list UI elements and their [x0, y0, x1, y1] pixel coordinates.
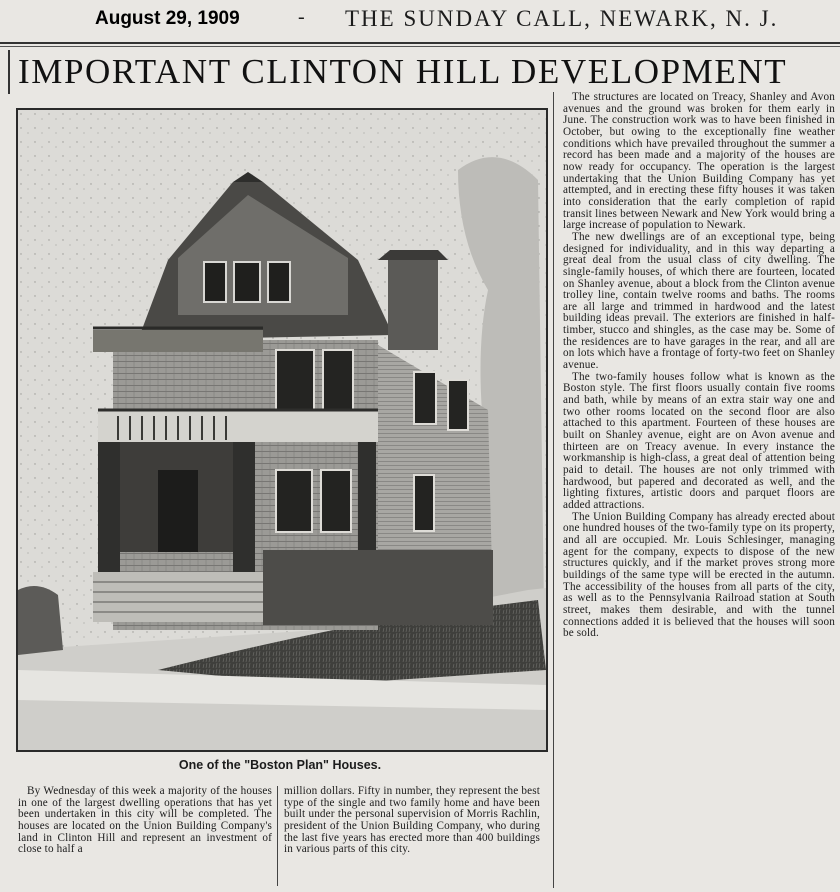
- article-continued-paragraph: million dollars. Fifty in number, they represent the best type of the single and two family home and have been built under the personal supervision of Morris Rachlin, president of the Union Building Company, who during the last five years has erected more than 400 buildings in various parts of this city.: [284, 785, 540, 856]
- article-lead-column: [18, 786, 272, 856]
- article-paragraph: The new dwellings are of an exceptional type, being designed for individuality, and in this way departing a great deal from the usual class of city dwelling. The single-family houses, of which there are fourteen, located on Shanley avenue, about a block from the Clinton avenue trolley line, contain twelve rooms and baths. The rooms are all large and trimmed in hardwood and the latest building ideas prevail. The exteriors are finished in half-timber, stucco and shingles, as the case may be. Some of the residences are to have garages in the rear, and all are on lots which have a frontage of forty-two feet on Shanley avenue.: [563, 230, 835, 372]
- article-lead-paragraph: By Wednesday of this week a majority of the houses in one of the largest dwelling operations that has yet been undertaken in this city will be completed. The houses are located on the Union Building Company's land in Clinton Hill and represent an investment of close to half a: [18, 785, 272, 856]
- clipping-date: August 29, 1909: [95, 8, 240, 29]
- column-rule-right: [553, 92, 554, 888]
- top-rule: [0, 42, 840, 44]
- headline: IMPORTANT CLINTON HILL DEVELOPMENT: [18, 52, 788, 91]
- house-photo: [16, 108, 548, 752]
- photo-caption: One of the "Boston Plan" Houses.: [178, 758, 382, 772]
- article-continued-column: [284, 786, 540, 856]
- masthead-dash: -: [298, 6, 305, 28]
- masthead: THE SUNDAY CALL, NEWARK, N. J.: [345, 6, 779, 31]
- house-illustration: [18, 110, 546, 750]
- article-right-column: [563, 92, 835, 640]
- article-paragraph: The structures are located on Treacy, Shanley and Avon avenues and the ground was broken for them early in June. The construction work was to have been finished in October, but owing to the exceptionally fine weather conditions which have prevailed throughout the summer a record has been made and a majority of the houses are now ready for occupancy. The operation is the largest undertaking that the Union Building Company has yet attempted, and in erecting these fifty houses it was taken into consideration that the early completion of rapid transit lines between Newark and New York would bring a large increase of population to Newark.: [563, 91, 835, 232]
- column-rule-bottom: [277, 786, 278, 886]
- article-paragraph: The Union Building Company has already erected about one hundred houses of the two-family type on its property, and all are occupied. Mr. Louis Schlesinger, managing agent for the company, expects to dispose of the new structures quickly, and if the market proves strong more buildings of the same type will be erected in the autumn. The accessibility of the houses from all parts of the city, as well as to the Pennsylvania Railroad station at South street, makes them desirable, and with the tunnel connections added it is believed that the houses will soon be sold.: [563, 510, 835, 640]
- top-rule-thin: [0, 46, 840, 47]
- article-paragraph: The two-family houses follow what is known as the Boston style. The first floors usually contain five rooms and bath, while by means of an extra stair way one and two other rooms located on the second floor are also attached to this apartment. Fourteen of these houses are built on Shanley avenue, eight are on Avon avenue and thirteen are on Treacy avenue. In every instance the workmanship is high-class, a great deal of attention being paid to detail. The houses are not only trimmed with hardwood, but papered and decorated as well, and the lighting fixtures, artistic doors and parquet floors are added attractions.: [563, 370, 835, 511]
